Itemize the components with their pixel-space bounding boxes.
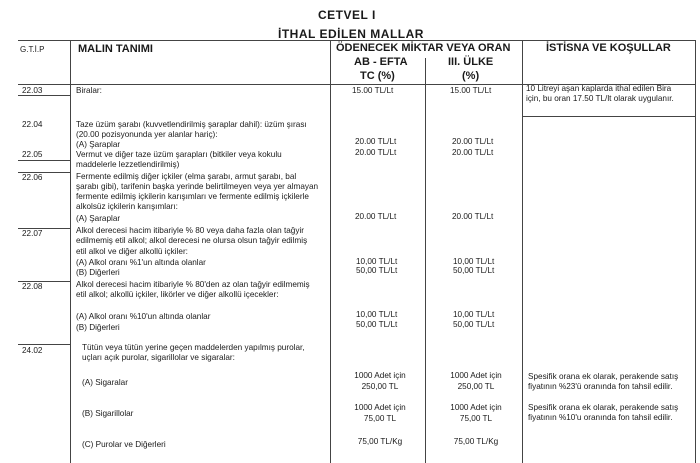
row-divider-note	[522, 116, 695, 117]
header-iii-ulke-unit: (%)	[462, 70, 480, 82]
code-2204: 22.04	[22, 120, 43, 129]
ab-value-2203: 15.00 TL/Lt	[352, 86, 394, 95]
desc-2206-line2: şarabı gibi), tarifenin başka yerinde belirtilmeyen veya yer almayan	[76, 182, 319, 191]
desc-2205-line2: maddelerle lezzetlendirilmiş)	[76, 160, 180, 169]
iii-value-2206: 20.00 TL/Lt	[452, 212, 494, 221]
column-divider-ab	[425, 58, 426, 463]
note-2203-line1: 10 Litreyi aşan kaplarda ithal edilen Bira	[526, 84, 672, 93]
desc-2208-line1: Alkol derecesi hacim itibariyle % 80'den az olan tağyir edilmemiş	[76, 280, 310, 289]
sub-2207-b: (B) Diğerleri	[76, 268, 120, 277]
desc-2205-line1: Vermut ve diğer taze üzüm şarapları (bitkiler veya kokulu	[76, 150, 282, 159]
header-istisna: İSTİSNA VE KOŞULLAR	[546, 42, 671, 54]
document-title: CETVEL I	[318, 8, 376, 22]
ab-value-2208-b: 50,00 TL/Lt	[356, 320, 398, 329]
desc-2207-line1: Alkol derecesi hacim itibariyle % 80 veya daha fazla olan tağyir	[76, 226, 305, 235]
iii-value-2204: 20.00 TL/Lt	[452, 137, 494, 146]
desc-2207-line3: etil alkol ve diğer alkollü içkiler:	[76, 247, 188, 256]
note-2402-a-line2: fiyatının %23'ü oranında fon tahsil edilir.	[528, 382, 673, 391]
code-2207: 22.07	[22, 229, 43, 238]
ab-value-2402-a-line1: 1000 Adet için	[354, 371, 406, 380]
sub-2402-a: (A) Sigaralar	[82, 378, 128, 387]
desc-2402-line1: Tütün veya tütün yerine geçen maddelerden yapılmış purolar,	[82, 343, 305, 352]
code-2203: 22.03	[22, 86, 43, 95]
code-2205: 22.05	[22, 150, 43, 159]
iii-value-2203: 15.00 TL/Lt	[450, 86, 492, 95]
iii-value-2208-b: 50,00 TL/Lt	[453, 320, 495, 329]
iii-value-2402-b-line1: 1000 Adet için	[450, 403, 502, 412]
ab-value-2205: 20.00 TL/Lt	[355, 148, 397, 157]
desc-2206-line4: alkolsüz içkilerin karışımları:	[76, 202, 178, 211]
column-divider-iii	[522, 40, 523, 463]
sub-2208-b: (B) Diğerleri	[76, 323, 120, 332]
column-divider-desc	[330, 40, 331, 463]
iii-value-2207-b: 50,00 TL/Lt	[453, 266, 495, 275]
ab-value-2208-a: 10,00 TL/Lt	[356, 310, 398, 319]
sub-2204: (A) Şaraplar	[76, 140, 121, 149]
sub-2402-c: (C) Purolar ve Diğerleri	[82, 440, 166, 449]
desc-2203: Biralar:	[76, 86, 102, 95]
ab-value-2207-a: 10,00 TL/Lt	[356, 257, 398, 266]
note-2402-b-line1: Spesifik orana ek olarak, perakende satış	[528, 403, 679, 412]
sub-2208-a: (A) Alkol oranı %10'un altında olanlar	[76, 312, 211, 321]
iii-value-2208-a: 10,00 TL/Lt	[453, 310, 495, 319]
iii-value-2205: 20.00 TL/Lt	[452, 148, 494, 157]
code-2206: 22.06	[22, 173, 43, 182]
ab-value-2206: 20.00 TL/Lt	[355, 212, 397, 221]
desc-2204-line2: (20.00 pozisyonunda yer alanlar hariç):	[76, 130, 218, 139]
header-malin-tanimi: MALIN TANIMI	[78, 43, 153, 55]
iii-value-2402-a-line1: 1000 Adet için	[450, 371, 502, 380]
ab-value-2204: 20.00 TL/Lt	[355, 137, 397, 146]
desc-2206-line1: Fermente edilmiş diğer içkiler (elma şarabı, armut şarabı, bal	[76, 172, 297, 181]
iii-value-2402-c: 75,00 TL/Kg	[453, 437, 499, 446]
desc-2206-line3: fermente edilmiş içkilerin karışımları ve fermente edilmiş içkilerle	[76, 192, 309, 201]
desc-2207-line2: edilmemiş etil alkol; alkol derecesi ne olursa olsun tağyir edilmiş	[76, 236, 308, 245]
document-subtitle: İTHAL EDİLEN MALLAR	[278, 27, 424, 41]
ab-value-2402-a-line2: 250,00 TL	[361, 382, 399, 391]
sub-2402-b: (B) Sigarillolar	[82, 409, 134, 418]
row-divider	[18, 344, 70, 345]
note-2402-b-line2: fiyatının %10'u oranında fon tahsil edilir.	[528, 413, 673, 422]
desc-2402-line2: uçları açık purolar, sigarillolar ve sigaralar:	[82, 353, 235, 362]
note-2402-a-line1: Spesifik orana ek olarak, perakende satış	[528, 372, 679, 381]
iii-value-2207-a: 10,00 TL/Lt	[453, 257, 495, 266]
table-right-border	[695, 40, 696, 463]
header-ab-efta: AB - EFTA	[354, 56, 408, 68]
header-ab-efta-unit: TC (%)	[360, 70, 395, 82]
code-2402: 24.02	[22, 346, 43, 355]
desc-2208-line2: etil alkol; alkollü içkiler, likörler ve diğer alkollü içecekler:	[76, 290, 279, 299]
desc-2204-line1: Taze üzüm şarabı (kuvvetlendirilmiş şaraplar dahil): üzüm şırası	[76, 120, 307, 129]
table-top-border	[18, 40, 696, 41]
header-gtip: G.T.İ.P	[20, 45, 45, 54]
ab-value-2402-b-line2: 75,00 TL	[363, 414, 397, 423]
column-divider-gtip	[70, 40, 71, 463]
code-2208: 22.08	[22, 282, 43, 291]
iii-value-2402-a-line2: 250,00 TL	[457, 382, 495, 391]
ab-value-2402-c: 75,00 TL/Kg	[357, 437, 403, 446]
iii-value-2402-b-line2: 75,00 TL	[459, 414, 493, 423]
ab-value-2402-b-line1: 1000 Adet için	[354, 403, 406, 412]
ab-value-2207-b: 50,00 TL/Lt	[356, 266, 398, 275]
header-iii-ulke: III. ÜLKE	[448, 56, 494, 68]
sub-2207-a: (A) Alkol oranı %1'un altında olanlar	[76, 258, 206, 267]
header-odenecek: ÖDENECEK MİKTAR VEYA ORAN	[336, 42, 511, 54]
note-2203-line2: için, bu oran 17.50 TL/lt olarak uygulanır.	[526, 94, 674, 103]
sub-2206: (A) Şaraplar	[76, 214, 121, 223]
